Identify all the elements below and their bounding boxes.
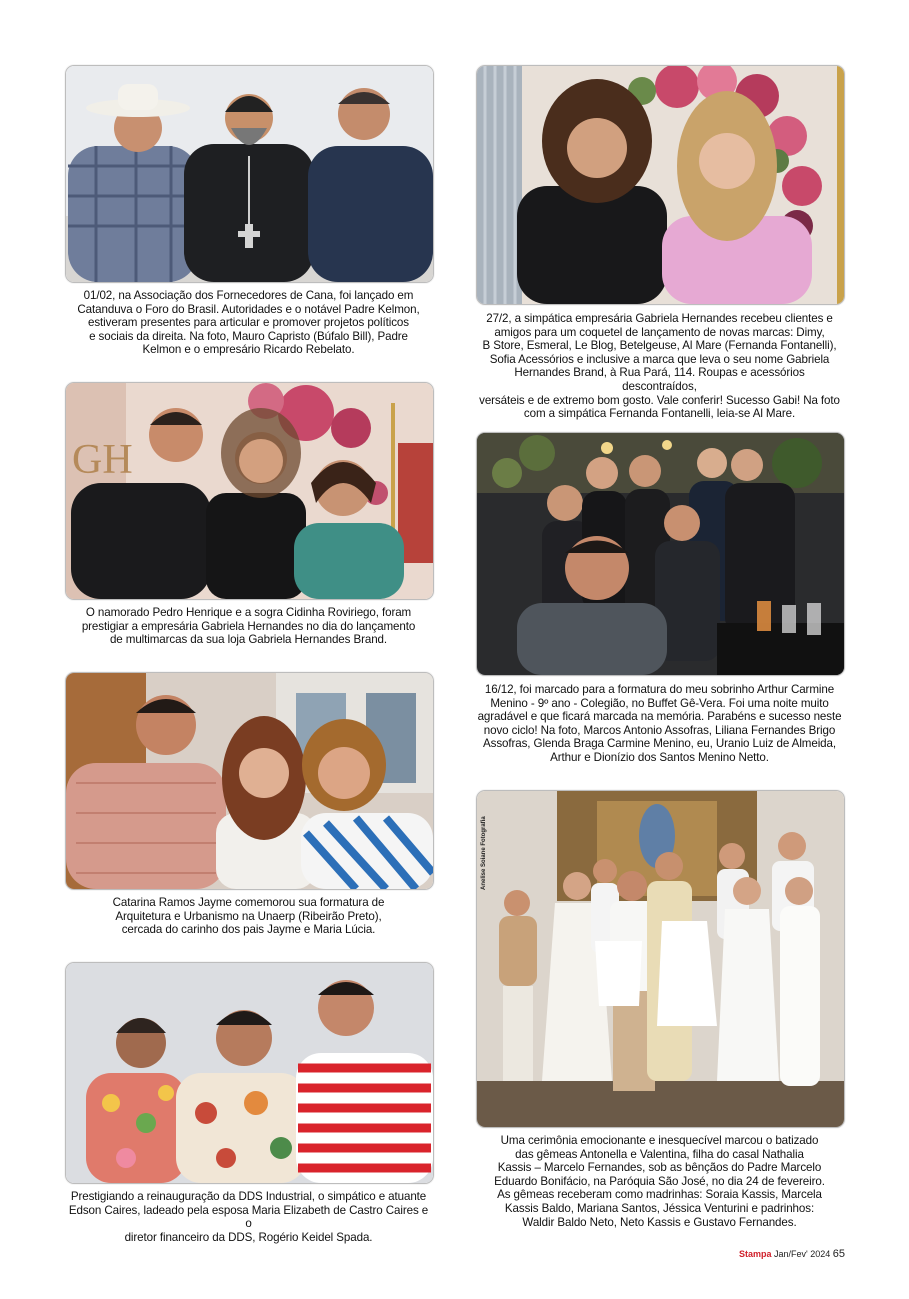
photo-dds-industrial — [65, 962, 434, 1184]
page-footer — [739, 1248, 845, 1260]
page-number: 65 — [832, 1248, 845, 1260]
photo-formatura-arthur — [476, 432, 845, 676]
issue-label: Jan/Fev' 2024 — [773, 1249, 831, 1259]
photo-catarina-formatura — [65, 672, 434, 890]
caption-foro-do-brasil: 01/02, na Associação dos Fornecedores de Cana, foi lançado em Catanduva o Foro do Brasil. Autoridades e o notável Padre Kelmon, estiveram presentes para articular e promover projetos políticos e sociais da direita. Na foto, Mauro Capristo (Búfalo Bill), Padre Kelmon e o empresário Ricardo Rebelato. — [77, 289, 420, 357]
caption-batizado-gemeas: Uma cerimônia emocionante e inesquecível marcou o batizado das gêmeas Antonella e Valentina, filha do casal Nathalia Kassis – Marcelo Fernandes, sob as bênçãos do Padre Marcelo Eduardo Bonifácio, na Paróquia São José, no dia 24 de fevereiro. As gêmeas receberam como madrinhas: Soraia Kassis, Marcela Kassis Baldo, Mariana Santos, Jéssica Venturini e padrinhos: Waldir Baldo Neto, Neto Kassis e Gustavo Fernandes. — [494, 1134, 825, 1229]
photo-foro-do-brasil — [65, 65, 434, 283]
caption-formatura-arthur: 16/12, foi marcado para a formatura do meu sobrinho Arthur Carmine Menino - 9º ano - Colegião, no Buffet Gê-Vera. Foi uma noite muito agradável e que ficará marcada na memória. Parabéns e sucesso neste novo ciclo! Na foto, Marcos Antonio Assofras, Liliana Fernandes Brigo Assofras, Glenda Braga Carmine Menino, eu, Uranio Luiz de Almeida, Arthur e Dionízio dos Santos Menino Netto. — [477, 683, 842, 764]
magazine-brand: Stampa — [738, 1249, 772, 1259]
svg-text:GH: GH — [72, 437, 133, 483]
caption-catarina-formatura: Catarina Ramos Jayme comemorou sua formatura de Arquitetura e Urbanismo na Unaerp (Ribeirão Preto), cercada do carinho dos pais Jayme e Maria Lúcia. — [112, 896, 385, 937]
photo-gabriela-hernandes-family — [65, 382, 434, 600]
caption-gabriela-fernanda: 27/2, a simpática empresária Gabriela Hernandes recebeu clientes e amigos para um coquetel de lançamento de novas marcas: Dimy, B Store, Esmeral, Le Blog, Betelgeuse, Al Mare (Fernanda Fontanelli), Sofia Acessórios e inclusive a marca que leva o seu nome Gabriela Hernandes Brand, à Rua Pará, 114. Roupas e acessórios descontraídos, versáteis e de extremo bom gosto. Vale conferir! Sucesso Gabi! Na foto com a simpática Fernanda Fontanelli, leia-se Al Mare. — [479, 312, 840, 421]
photo-gabriela-fernanda — [476, 65, 845, 305]
caption-gabriela-hernandes-family: O namorado Pedro Henrique e a sogra Cidinha Roviriego, foram prestigiar a empresária Gabriela Hernandes no dia do lançamento de multimarcas da sua loja Gabriela Hernandes Brand. — [81, 606, 416, 647]
photo-batizado-gemeas — [476, 790, 845, 1128]
caption-dds-industrial: Prestigiando a reinauguração da DDS Industrial, o simpático e atuante Edson Caires, ladeado pela esposa Maria Elizabeth de Castro Caires e o diretor financeiro da DDS, Rogério Keidel Spada. — [68, 1190, 429, 1244]
photo-credit: Anelise Soiane Fotografia — [481, 816, 487, 890]
